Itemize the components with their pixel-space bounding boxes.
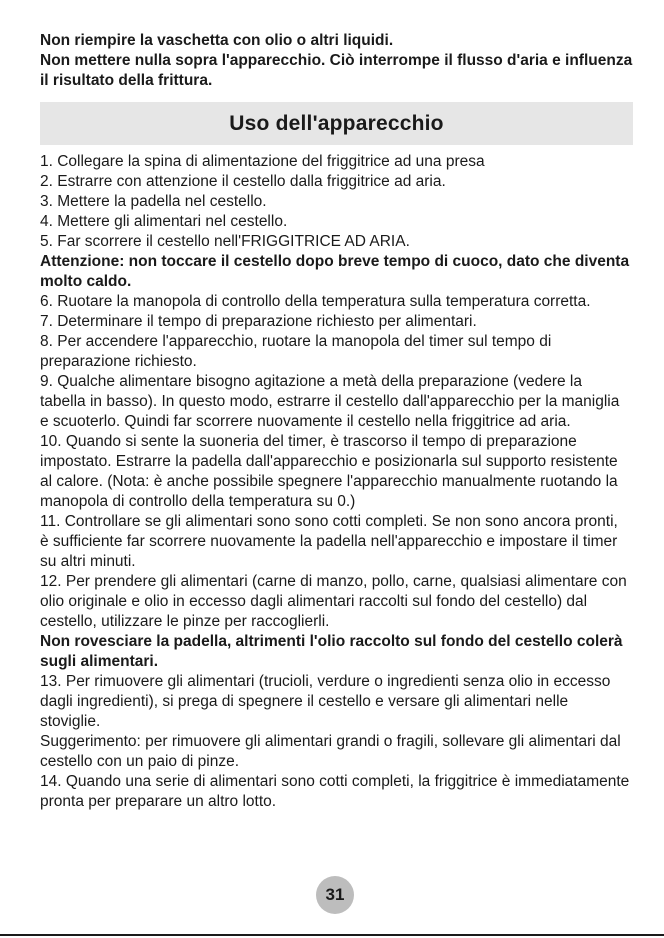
warning-block bbox=[40, 31, 640, 91]
instruction-step: 13. Per rimuovere gli alimentari (trucioli, verdure o ingredienti senza olio in eccesso dagli ingredienti), si prega di spegnere il cestello e versare gli alimentari nelle stoviglie. bbox=[40, 673, 611, 730]
section-title: Uso dell'apparecchio bbox=[229, 111, 444, 135]
section-header bbox=[40, 102, 633, 145]
instruction-step: 1. Collegare la spina di alimentazione del friggitrice ad una presa bbox=[40, 153, 485, 170]
instruction-step: 14. Quando una serie di alimentari sono cotti completi, la friggitrice è immediatamente pronta per preparare un altro lotto. bbox=[40, 773, 630, 810]
instructions-body bbox=[40, 152, 630, 812]
instruction-step: 8. Per accendere l'apparecchio, ruotare la manopola del timer sul tempo di preparazione richiesto. bbox=[40, 333, 552, 370]
page-number-badge bbox=[316, 876, 354, 914]
instruction-step: 7. Determinare il tempo di preparazione richiesto per alimentari. bbox=[40, 313, 477, 330]
warning-line: Non riempire la vaschetta con olio o altri liquidi. bbox=[40, 32, 394, 49]
instruction-step: 9. Qualche alimentare bisogno agitazione a metà della preparazione (vedere la tabella in basso). In questo modo, estrarre il cestello dall'apparecchio per la maniglia e scuoterlo. Quindi far scorrere nuovamente il cestello nella friggitrice ad aria. bbox=[40, 373, 620, 430]
bottom-divider bbox=[0, 934, 664, 936]
instruction-step: 10. Quando si sente la suoneria del timer, è trascorso il tempo di preparazione impostato. Estrarre la padella dall'apparecchio e posizionarla sul supporto resistente al calore. (Nota: è anche possibile spegnere l'apparecchio manualmente ruotando la manopola di controllo della temperatura su 0.) bbox=[40, 433, 618, 510]
instruction-step: 3. Mettere la padella nel cestello. bbox=[40, 193, 267, 210]
instruction-step: 4. Mettere gli alimentari nel cestello. bbox=[40, 213, 288, 230]
tip-note: Suggerimento: per rimuovere gli alimentari grandi o fragili, sollevare gli alimentari dal cestello con un paio di pinze. bbox=[40, 733, 621, 770]
instruction-step: 12. Per prendere gli alimentari (carne di manzo, pollo, carne, qualsiasi alimentare con olio originale e olio in eccesso dagli alimentari raccolti sul fondo del cestello) dal cestello, utilizzare le pinze per raccoglierli. bbox=[40, 573, 627, 630]
page-number: 31 bbox=[325, 885, 345, 904]
instruction-step: 11. Controllare se gli alimentari sono sono cotti completi. Se non sono ancora pronti, è sufficiente far scorrere nuovamente la padella nell'apparecchio e impostare il timer su altri minuti. bbox=[40, 513, 618, 570]
caution-note: Attenzione: non toccare il cestello dopo breve tempo di cuoco, dato che diventa molto caldo. bbox=[40, 253, 630, 290]
instruction-step: 6. Ruotare la manopola di controllo della temperatura sulla temperatura corretta. bbox=[40, 293, 591, 310]
instruction-step: 2. Estrarre con attenzione il cestello dalla friggitrice ad aria. bbox=[40, 173, 446, 190]
warning-line: Non mettere nulla sopra l'apparecchio. Ciò interrompe il flusso d'aria e influenza il risultato della frittura. bbox=[40, 52, 633, 89]
caution-note: Non rovesciare la padella, altrimenti l'olio raccolto sul fondo del cestello colerà sugli alimentari. bbox=[40, 633, 623, 670]
instruction-step: 5. Far scorrere il cestello nell'FRIGGITRICE AD ARIA. bbox=[40, 233, 410, 250]
